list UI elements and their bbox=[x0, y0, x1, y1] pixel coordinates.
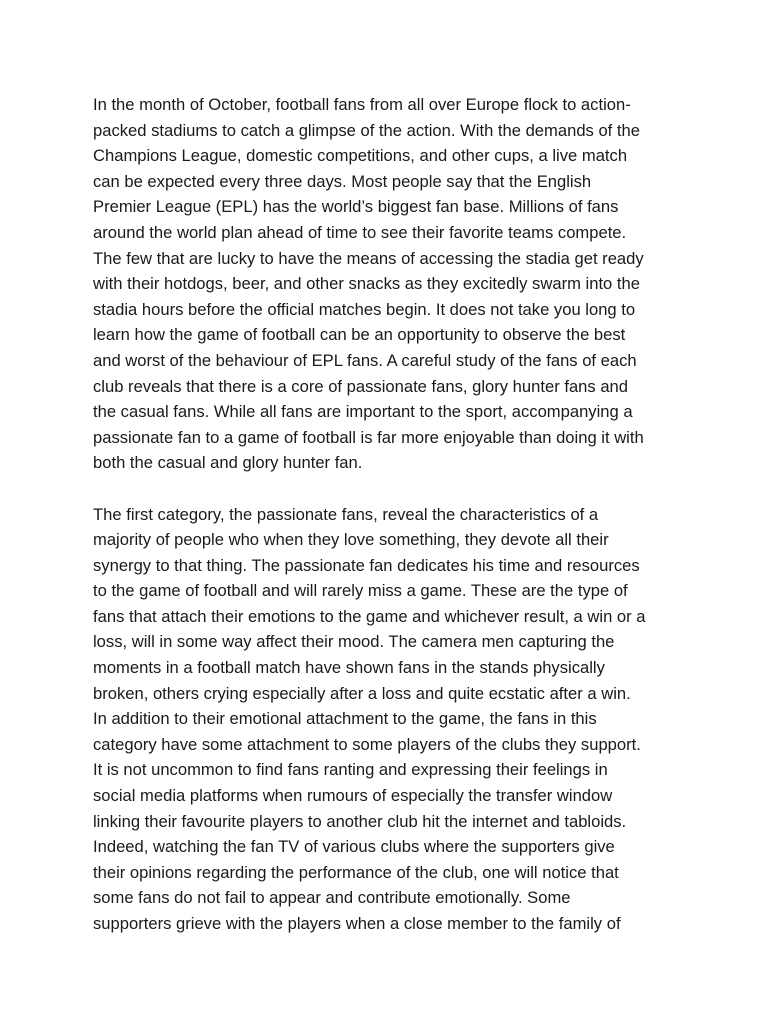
text-line: Premier League (EPL) has the world’s biggest fan base. Millions of fans bbox=[93, 197, 619, 217]
text-line: passionate fan to a game of football is far more enjoyable than doing it with bbox=[93, 427, 644, 447]
text-line: linking their favourite players to another club hit the internet and tabloids. bbox=[93, 811, 627, 831]
text-line: In the month of October, football fans from all over Europe flock to action- bbox=[93, 95, 631, 114]
text-line: Indeed, watching the fan TV of various clubs where the supporters give bbox=[93, 837, 615, 857]
text-line: synergy to that thing. The passionate fan dedicates his time and resources bbox=[93, 555, 640, 575]
text-line: both the casual and glory hunter fan. bbox=[93, 453, 363, 473]
text-line: some fans do not fail to appear and contribute emotionally. Some bbox=[93, 888, 571, 908]
text-line: fans that attach their emotions to the game and whichever result, a win or a bbox=[93, 606, 646, 626]
text-line: social media platforms when rumours of especially the transfer window bbox=[93, 786, 613, 806]
document-body bbox=[93, 92, 683, 937]
text-line: Champions League, domestic competitions, and other cups, a live match bbox=[93, 146, 628, 166]
text-line: with their hotdogs, beer, and other snacks as they excitedly swarm into the bbox=[93, 274, 640, 294]
paragraph-2 bbox=[93, 502, 683, 937]
text-line: The first category, the passionate fans, reveal the characteristics of a bbox=[93, 504, 599, 524]
text-line: club reveals that there is a core of passionate fans, glory hunter fans and bbox=[93, 376, 629, 396]
text-line: moments in a football match have shown fans in the stands physically bbox=[93, 658, 605, 678]
text-line: their opinions regarding the performance of the club, one will notice that bbox=[93, 862, 619, 882]
text-line: can be expected every three days. Most people say that the English bbox=[93, 171, 592, 191]
text-line: to the game of football and will rarely miss a game. These are the type of bbox=[93, 581, 628, 601]
text-line: and worst of the behaviour of EPL fans. A careful study of the fans of each bbox=[93, 350, 637, 370]
text-line: the casual fans. While all fans are important to the sport, accompanying a bbox=[93, 402, 633, 422]
text-line: It is not uncommon to find fans ranting and expressing their feelings in bbox=[93, 760, 608, 780]
text-line: broken, others crying especially after a loss and quite ecstatic after a win. bbox=[93, 683, 631, 703]
text-line: supporters grieve with the players when a close member to the family of bbox=[93, 914, 621, 933]
paragraph-1 bbox=[93, 92, 683, 476]
text-line: In addition to their emotional attachment to the game, the fans in this bbox=[93, 709, 597, 729]
text-line: stadia hours before the official matches begin. It does not take you long to bbox=[93, 299, 636, 319]
text-line: around the world plan ahead of time to see their favorite teams compete. bbox=[93, 222, 627, 242]
text-line: learn how the game of football can be an opportunity to observe the best bbox=[93, 325, 626, 345]
text-line: category have some attachment to some players of the clubs they support. bbox=[93, 734, 641, 754]
text-line: The few that are lucky to have the means of accessing the stadia get ready bbox=[93, 248, 644, 268]
text-line: loss, will in some way affect their mood. The camera men capturing the bbox=[93, 632, 615, 652]
text-line: packed stadiums to catch a glimpse of the action. With the demands of the bbox=[93, 120, 640, 140]
text-line: majority of people who when they love something, they devote all their bbox=[93, 530, 609, 550]
